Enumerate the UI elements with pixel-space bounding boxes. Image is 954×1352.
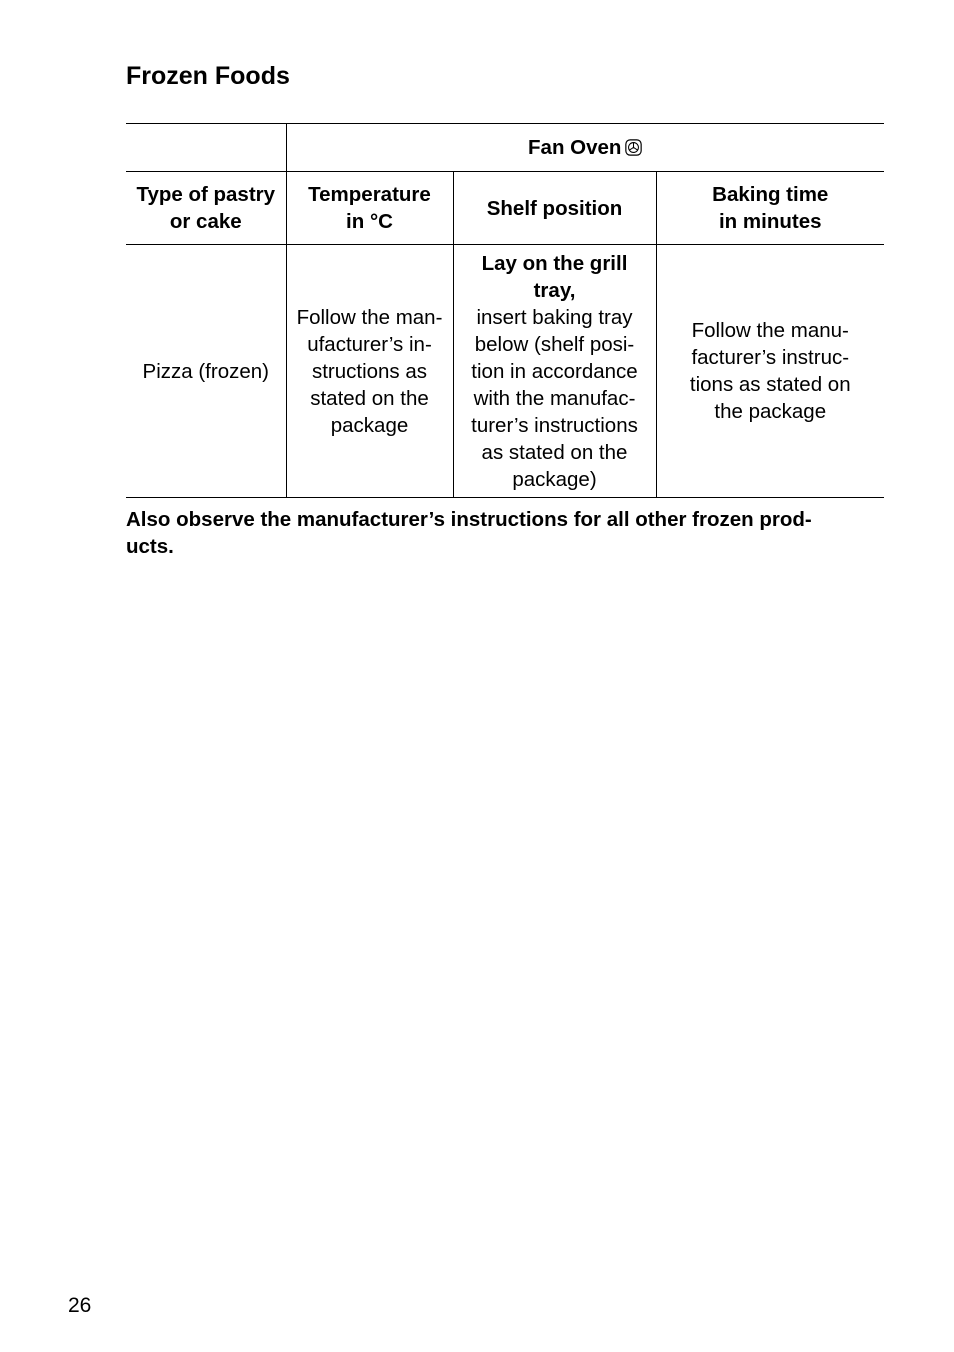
cell-shelf-line: as stated on the <box>481 440 628 464</box>
cell-shelf-bold-line: Lay on the grill <box>481 251 628 275</box>
cell-shelf-line: with the manufac- <box>473 386 636 410</box>
fan-oven-icon <box>625 139 642 156</box>
cell-baking-line: facturer’s instruc- <box>691 346 850 369</box>
frozen-foods-table <box>126 123 884 498</box>
cell-temperature-line: stated on the <box>310 386 429 410</box>
cell-shelf-bold-line: tray, <box>533 278 576 302</box>
cell-type <box>126 245 286 498</box>
table-column-header-row <box>126 172 884 245</box>
column-header-type-line2: or cake <box>169 210 242 233</box>
note-line: ucts. <box>126 535 174 558</box>
cell-baking-line: the package <box>714 400 827 423</box>
empty-header-cell <box>126 124 286 172</box>
cell-baking-line: tions as stated on <box>689 373 851 396</box>
fan-oven-label: Fan Oven <box>528 136 622 159</box>
page-number: 26 <box>68 1294 92 1317</box>
column-header-baking-line2: in minutes <box>718 210 822 233</box>
cell-shelf-line: package) <box>512 467 597 491</box>
column-header-type <box>126 172 286 245</box>
table-row <box>126 245 884 498</box>
column-header-baking-line1: Baking time <box>712 183 829 206</box>
cell-temperature-line: ufacturer’s in- <box>307 332 432 356</box>
page-title: Frozen Foods <box>126 62 290 90</box>
cell-type-text: Pizza (frozen) <box>142 359 269 383</box>
column-header-shelf <box>453 172 656 245</box>
cell-shelf-line: turer’s instructions <box>471 413 638 437</box>
column-header-temperature-line1: Temperature <box>308 183 431 206</box>
table-group-header-row <box>126 124 884 172</box>
column-header-type-line1: Type of pastry <box>136 183 276 206</box>
cell-temperature-line: structions as <box>311 359 428 383</box>
column-header-shelf-label: Shelf position <box>486 196 623 220</box>
fan-oven-header <box>286 124 884 172</box>
cell-baking <box>656 245 884 498</box>
cell-temperature-line: Follow the man- <box>296 305 443 329</box>
cell-shelf-line: insert baking tray <box>476 305 633 329</box>
cell-shelf-line: below (shelf posi- <box>474 332 635 356</box>
frozen-products-note <box>126 506 884 560</box>
cell-temperature <box>286 245 453 498</box>
cell-shelf <box>453 245 656 498</box>
cell-baking-line: Follow the manu- <box>691 319 849 342</box>
cell-shelf-line: tion in accordance <box>471 359 638 383</box>
column-header-baking <box>656 172 884 245</box>
column-header-temperature <box>286 172 453 245</box>
column-header-temperature-line2: in °C <box>346 210 393 233</box>
cell-temperature-line: package <box>330 413 409 437</box>
note-line: Also observe the manufacturer’s instructions for all other frozen prod- <box>126 508 812 531</box>
